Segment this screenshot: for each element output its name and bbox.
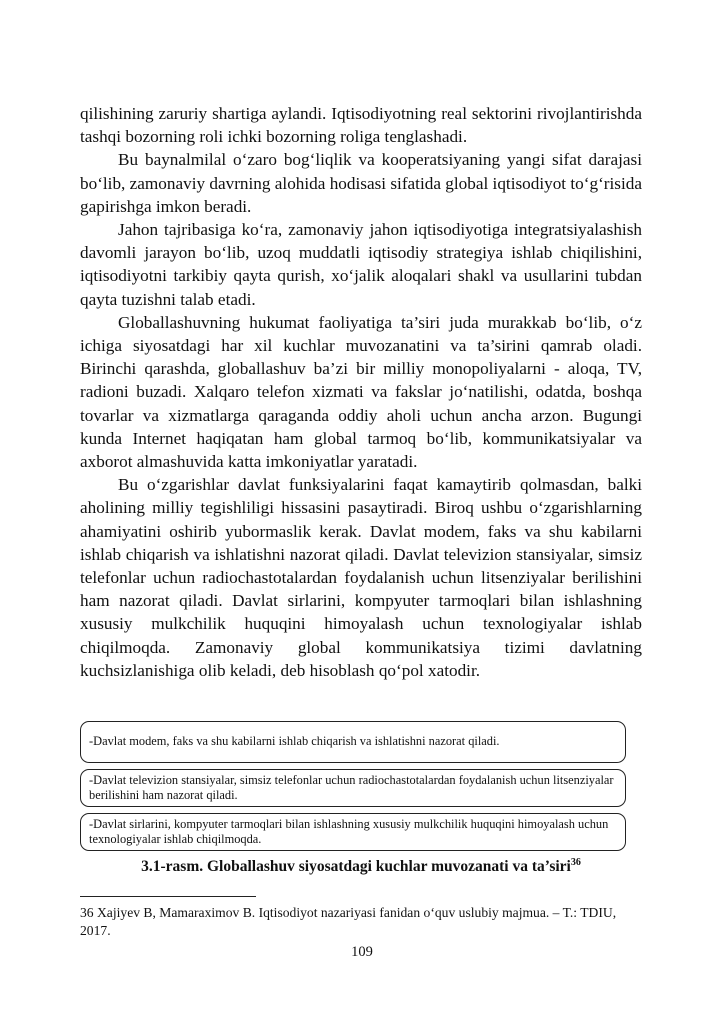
footnote-divider [80, 896, 256, 897]
diagram-box-text: -Davlat modem, faks va shu kabilarni ishlab chiqarish va ishlatishni nazorat qiladi. [89, 734, 500, 748]
body-text [80, 102, 642, 682]
figure-diagram [80, 721, 626, 857]
caption-text: 3.1-rasm. Globallashuv siyosatdagi kuchlar muvozanati va ta’siri [141, 858, 571, 876]
paragraph: Jahon tajribasiga ko‘ra, zamonaviy jahon iqtisodiyotiga integratsiyalashish davomli jarayon bo‘lib, uzoq muddatli iqtisodiy strategiya ishlab chiqilishini, iqtisodiyotni tarkibiy qayta qurish, xo‘jalik aloqalari shakl va usullarini tubdan qayta tuzishni talab etadi. [80, 220, 642, 309]
page-number: 109 [351, 944, 373, 960]
paragraph: qilishining zaruriy shartiga aylandi. Iqtisodiyotning real sektorini rivojlantirishda tashqi bozorning roli ichki bozorning roliga tenglashadi. [80, 104, 642, 147]
figure-caption [80, 857, 642, 876]
footnote: 36 Xajiyev B, Mamaraximov B. Iqtisodiyot nazariyasi fanidan o‘quv uslubiy majmua. – T.: TDIU, 2017. [80, 905, 617, 938]
diagram-box-modem-control [80, 721, 626, 763]
diagram-box-text: -Davlat televizion stansiyalar, simsiz telefonlar uchun radiochastotalardan foydalanish uchun litsenziyalar berilishini ham nazorat qiladi. [89, 772, 614, 802]
paragraph: Bu o‘zgarishlar davlat funksiyalarini faqat kamaytirib qolmasdan, balki aholining milliy tegishliligi hissasini pasaytiradi. Biroq ushbu o‘zgarishlarning ahamiyatini oshirib yubormaslik kerak. Davlat modem, faks va shu kabilarni ishlab chiqarish va ishlatishni nazorat qiladi. Davlat televizion stansiyalar, simsiz telefonlar uchun radiochastotalardan foydalanish uchun litsenziyalar berilishini ham nazorat qiladi. Davlat sirlarini, kompyuter tarmoqlari bilan ishlashning xususiy mulkchilik huquqini himoyalash uchun texnologiyalar ishlab chiqilmoqda. Zamonaviy global kommunikatsiya tizimi davlatning kuchsizlanishiga olib keladi, deb hisoblash qo‘pol xatodir. [80, 475, 642, 680]
diagram-box-secrets-protection [80, 813, 626, 851]
paragraph: Bu baynalmilal o‘zaro bog‘liqlik va kooperatsiyaning yangi sifat darajasi bo‘lib, zamonaviy davrning alohida hodisasi sifatida global iqtisodiyot to‘g‘risida gapirishga imkon beradi. [80, 150, 642, 216]
diagram-box-text: -Davlat sirlarini, kompyuter tarmoqlari bilan ishlashning xususiy mulkchilik huquqini himoyalash uchun texnologiyalar ishlab chiqilmoqda. [89, 816, 609, 846]
paragraph: Globallashuvning hukumat faoliyatiga ta’siri juda murakkab bo‘lib, o‘z ichiga siyosatdagi har xil kuchlar muvozanatini va ta’sirini qamrab oladi. Birinchi qarashda, globallashuv ba’zi bir milliy monopoliyalarni - aloqa, TV, radioni buzadi. Xalqaro telefon xizmati va fakslar jo‘natilishi, odatda, boshqa tovarlar va xizmatlarga qaraganda oddiy aholi uchun ancha arzon. Bugungi kunda Internet haqiqatan ham global tarmoq bo‘lib, kommunikatsiyalar va axborot almashuvida katta imkoniyatlar yaratadi. [80, 312, 642, 472]
footnote-reference[interactable]: 36 [570, 857, 581, 868]
diagram-box-radio-licensing [80, 769, 626, 807]
